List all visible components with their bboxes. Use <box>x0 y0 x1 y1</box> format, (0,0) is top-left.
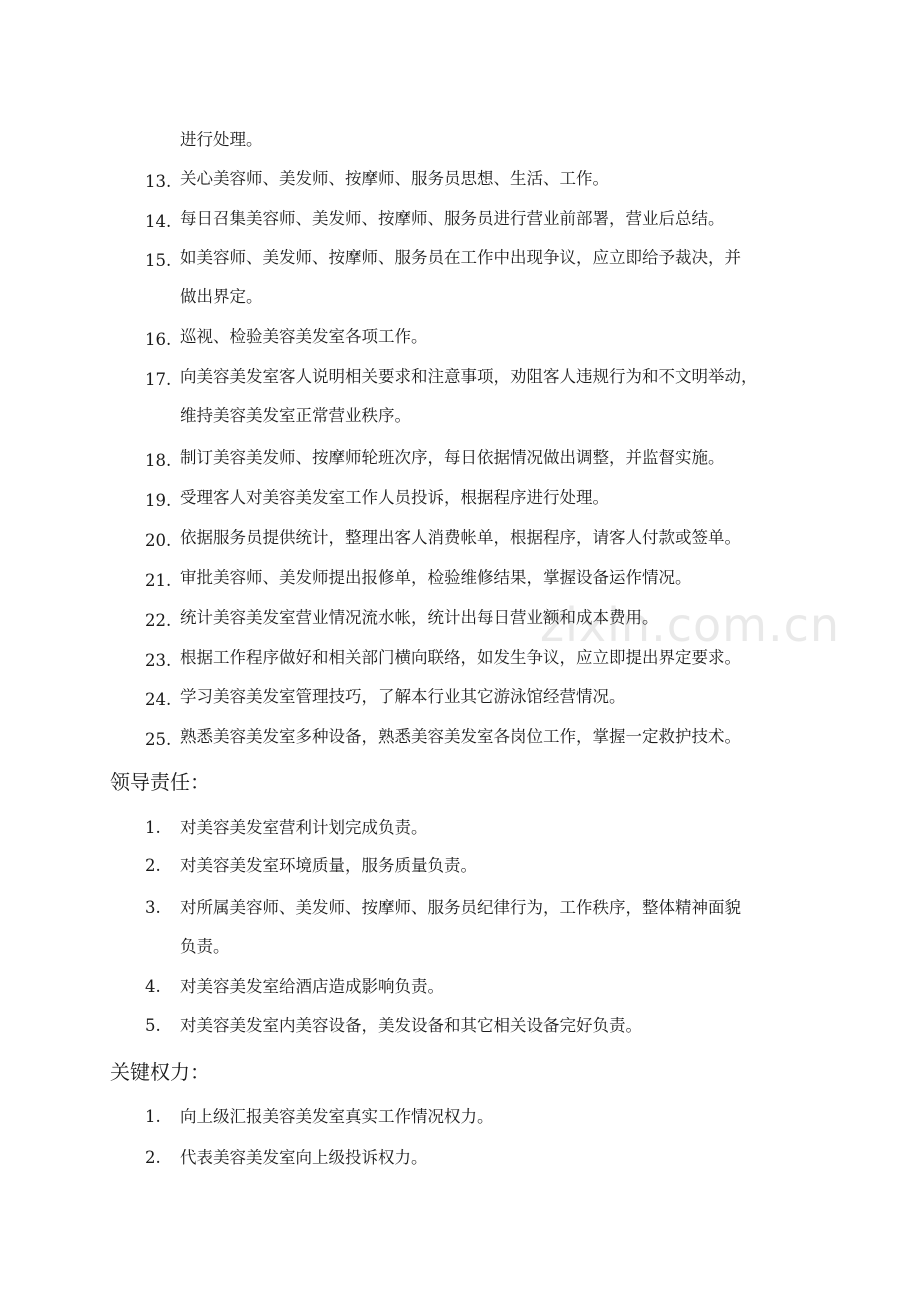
item-number: 20. <box>145 531 172 550</box>
item-number: 15. <box>145 251 172 270</box>
list-item-continuation <box>180 130 263 150</box>
item-text-line: 做出界定。 <box>180 287 263 306</box>
item-number: 4. <box>145 977 161 996</box>
item-number: 3. <box>145 898 161 917</box>
item-text-line: 对美容美发室内美容设备，美发设备和其它相关设备完好负责。 <box>180 1016 642 1035</box>
item-text-line: 学习美容美发室管理技巧，了解本行业其它游泳馆经营情况。 <box>180 687 626 706</box>
item-text-line: 如美容师、美发师、按摩师、服务员在工作中出现争议，应立即给予裁决，并 <box>180 248 741 267</box>
item-text-line: 制订美容美发师、按摩师轮班次序，每日依据情况做出调整，并监督实施。 <box>180 448 725 467</box>
section-heading-authority: 关键权力： <box>110 1060 210 1084</box>
item-text-line: 受理客人对美容美发室工作人员投诉，根据程序进行处理。 <box>180 488 609 507</box>
item-number: 16. <box>145 330 172 349</box>
item-number: 21. <box>145 571 172 590</box>
item-text-line: 对美容美发室营利计划完成负责。 <box>180 818 428 837</box>
watermark: zixin.com.cn <box>540 598 841 652</box>
item-text-line: 每日召集美容师、美发师、按摩师、服务员进行营业前部署，营业后总结。 <box>180 209 725 228</box>
item-text-line: 维持美容美发室正常营业秩序。 <box>180 406 411 425</box>
section-heading-leadership: 领导责任： <box>110 770 210 794</box>
item-text-line: 向上级汇报美容美发室真实工作情况权力。 <box>180 1107 494 1126</box>
item-number: 19. <box>145 491 172 510</box>
item-number: 2. <box>145 856 161 875</box>
item-number: 24. <box>145 690 172 709</box>
item-text-line: 对美容美发室环境质量，服务质量负责。 <box>180 856 477 875</box>
item-text-line: 熟悉美容美发室多种设备，熟悉美容美发室各岗位工作，掌握一定救护技术。 <box>180 727 741 746</box>
item-number: 22. <box>145 611 172 630</box>
item-number: 17. <box>145 370 172 389</box>
item-text-line: 对美容美发室给酒店造成影响负责。 <box>180 977 444 996</box>
item-number: 18. <box>145 451 172 470</box>
item-text-line: 向美容美发室客人说明相关要求和注意事项，劝阻客人违规行为和不文明举动， <box>180 367 758 386</box>
item-text-line: 统计美容美发室营业情况流水帐，统计出每日营业额和成本费用。 <box>180 608 659 627</box>
item-text-line: 负责。 <box>180 937 230 956</box>
item-text-line: 根据工作程序做好和相关部门横向联络，如发生争议，应立即提出界定要求。 <box>180 648 741 667</box>
item-number: 1. <box>145 818 161 837</box>
item-number: 5. <box>145 1016 161 1035</box>
item-text-line: 对所属美容师、美发师、按摩师、服务员纪律行为，工作秩序，整体精神面貌 <box>180 898 741 917</box>
item-number: 14. <box>145 212 172 231</box>
item-number: 2. <box>145 1148 161 1167</box>
item-number: 23. <box>145 651 172 670</box>
item-text-line: 审批美容师、美发师提出报修单，检验维修结果，掌握设备运作情况。 <box>180 568 692 587</box>
item-number: 13. <box>145 172 172 191</box>
item-text-line: 代表美容美发室向上级投诉权力。 <box>180 1148 428 1167</box>
item-text-line: 巡视、检验美容美发室各项工作。 <box>180 327 428 346</box>
item-number: 1. <box>145 1107 161 1126</box>
item-number: 25. <box>145 730 172 749</box>
item-text-line: 关心美容师、美发师、按摩师、服务员思想、生活、工作。 <box>180 169 609 188</box>
item-text-line: 依据服务员提供统计，整理出客人消费帐单，根据程序，请客人付款或签单。 <box>180 528 741 547</box>
item-text-line: 进行处理。 <box>180 130 263 149</box>
